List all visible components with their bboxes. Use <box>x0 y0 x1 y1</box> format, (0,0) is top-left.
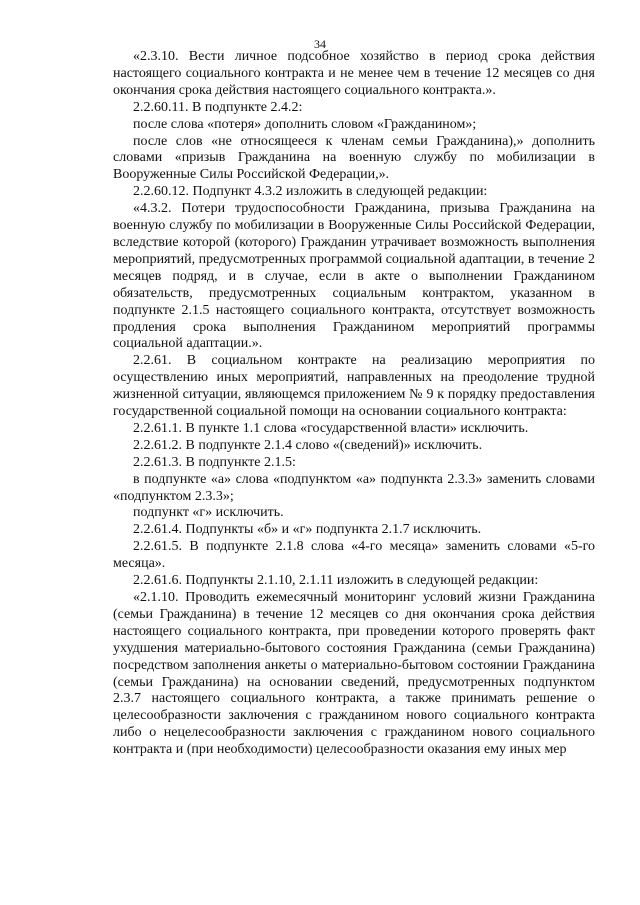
paragraph-2-2-60-12: 2.2.60.12. Подпункт 4.3.2 изложить в следующей редакции: <box>133 184 488 200</box>
paragraph-podpunkt-g: подпункт «г» исключить. <box>133 505 284 521</box>
paragraph-2-2-61-5: 2.2.61.5. В подпункте 2.1.8 слова «4-го месяца» заменить словами «5-го месяца». <box>113 539 595 572</box>
paragraph-2-2-60-11: 2.2.60.11. В подпункте 2.4.2: <box>133 99 303 115</box>
page-number: 34 <box>314 37 326 51</box>
paragraph-2-2-61-1: 2.2.61.1. В пункте 1.1 слова «государственной власти» исключить. <box>133 420 529 436</box>
document-body <box>113 49 595 759</box>
paragraph-2-2-61-6: 2.2.61.6. Подпункты 2.1.10, 2.1.11 изложить в следующей редакции: <box>133 573 539 589</box>
paragraph-2-3-10: «2.3.10. Вести личное подсобное хозяйство в период срока действия настоящего социального контракта и не менее чем в течение 12 месяцев со дня окончания срока действия настоящего социального контракта.». <box>113 49 595 98</box>
paragraph-4-3-2: «4.3.2. Потери трудоспособности Гражданина, призыва Гражданина на военную службу по мобилизации в Вооруженные Силы Российской Федерации, вследствие которой (которого) Гражданин утрачивает возможность выполнения мероприятий, предусмотренных программой социальной адаптации, в течение 2 месяцев подряд, и в случае, если в акте о выполнении Гражданином обязательств, предусмотренных социальным контрактом, указанном в подпункте 2.1.5 настоящего социального контракта, отсутствует возможность продления срока выполнения Гражданином мероприятий программы социальной адаптации.». <box>113 201 595 352</box>
paragraph-after-potery: после слова «потеря» дополнить словом «Гражданином»; <box>133 116 477 132</box>
paragraph-podpunkt-a: в подпункте «а» слова «подпунктом «а» подпункта 2.3.3» заменить словами «подпунктом 2.3.3»; <box>113 471 595 504</box>
paragraph-2-2-61: 2.2.61. В социальном контракте на реализацию мероприятия по осуществлению иных мероприятий, направленных на преодоление трудной жизненной ситуации, являющемся приложением № 9 к порядку предоставления государственной социальной помощи на основании социального контракта: <box>113 353 595 420</box>
paragraph-2-2-61-2: 2.2.61.2. В подпункте 2.1.4 слово «(сведений)» исключить. <box>133 437 483 453</box>
paragraph-2-2-61-3: 2.2.61.3. В подпункте 2.1.5: <box>133 454 296 470</box>
paragraph-2-2-61-4: 2.2.61.4. Подпункты «б» и «г» подпункта 2.1.7 исключить. <box>133 522 482 538</box>
paragraph-2-1-10: «2.1.10. Проводить ежемесячный мониторинг условий жизни Гражданина (семьи Гражданина) в течение 12 месяцев со дня окончания срока действия настоящего социального контракта, при проведении которого проверять факт ухудшения материально-бытового состояния Гражданина (семьи Гражданина) посредством заполнения анкеты о материально-бытовом состоянии Гражданина (семьи Гражданина) на основании сведений, предусмотренных подпунктом 2.3.7 настоящего социального контракта, а также принимать решение о целесообразности заключения с гражданином нового социального контракта либо о нецелесообразности заключения с гражданином нового социального контракта и (при необходимости) целесообразности оказания ему иных мер <box>113 590 595 758</box>
paragraph-after-ne-otnosyashcheesya: после слов «не относящееся к членам семьи Гражданина),» дополнить словами «призыв Гражданина на военную службу по мобилизации в Вооруженные Силы Российской Федерации,». <box>113 133 595 183</box>
